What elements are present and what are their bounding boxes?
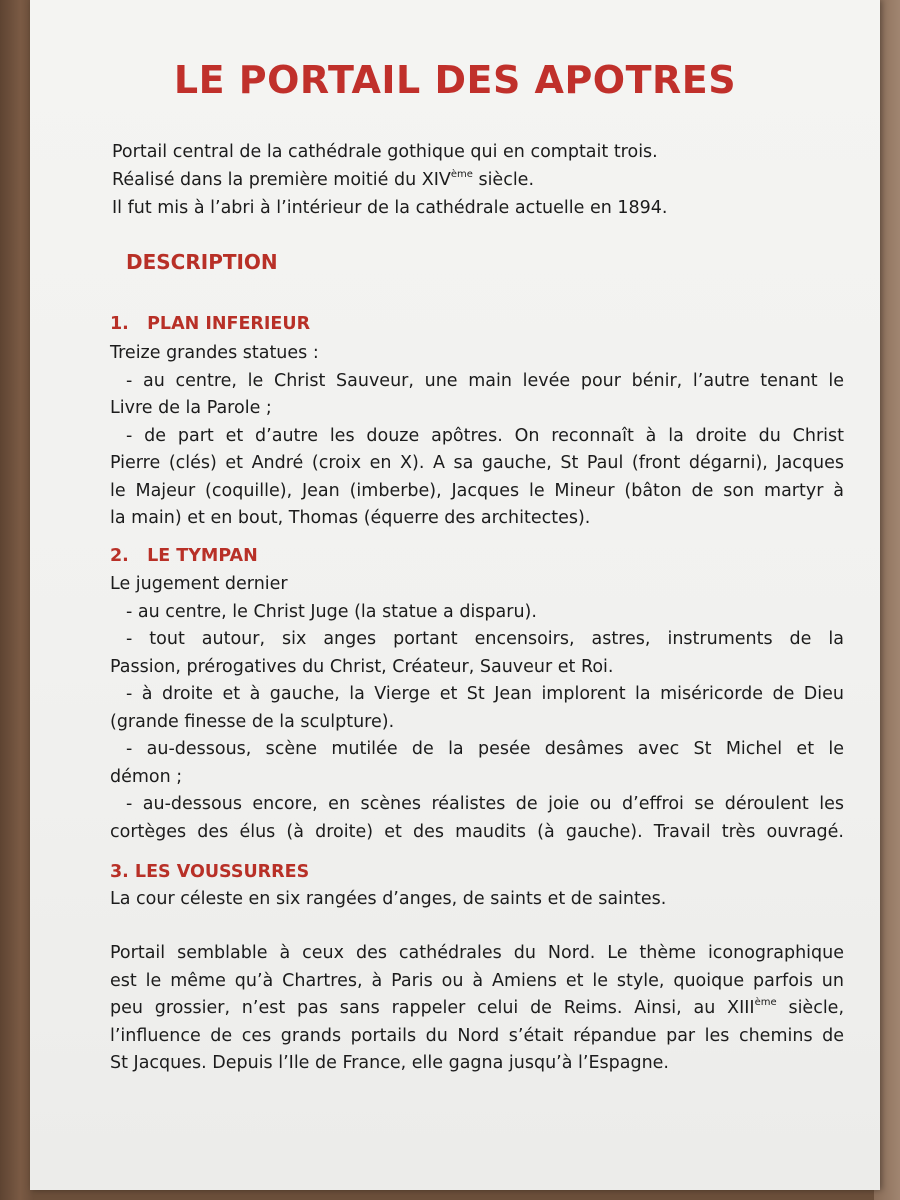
- section-1-line: la main) et en bout, Thomas (équerre des architectes).: [110, 508, 591, 528]
- section-2-line: Passion, prérogatives du Christ, Créateur, Sauveur et Roi.: [110, 656, 614, 677]
- section-1-line: - de part et d’autre les douze apôtres. On reconnaît à la droite du Christ: [126, 425, 844, 446]
- section-2-line: Le jugement dernier: [110, 574, 288, 594]
- closing-line-3-text: peu grossier, n’est pas sans rappeler celui de Reims. Ainsi, au XIII: [110, 998, 755, 1018]
- closing-line-2: est le même qu’à Chartres, à Paris ou à Amiens et le style, quoique parfois un: [110, 970, 844, 991]
- intro-line-2-end: siècle.: [472, 170, 535, 190]
- section-2-heading: 2. LE TYMPAN: [110, 546, 258, 566]
- intro-line-3: Il fut mis à l’abri à l’intérieur de la cathédrale actuelle en 1894.: [112, 198, 668, 218]
- closing-line-1: Portail semblable à ceux des cathédrales du Nord. Le thème iconographique: [110, 943, 844, 963]
- section-2-line: - à droite et à gauche, la Vierge et St Jean implorent la miséricorde de Dieu: [126, 684, 844, 704]
- closing-line-3-end: siècle,: [776, 998, 845, 1018]
- section-1-line: Livre de la Parole ;: [110, 398, 272, 418]
- wall-background-left: [0, 0, 34, 1200]
- section-2-line: démon ;: [110, 766, 183, 787]
- section-2-body: [110, 571, 844, 846]
- intro-line-2-text: Réalisé dans la première moitié du XIV: [112, 170, 451, 190]
- section-1-line: - au centre, le Christ Sauveur, une main levée pour bénir, l’autre tenant le: [126, 370, 844, 391]
- closing-line-4: l’influence de ces grands portails du Nord s’était répandue par les chemins de: [110, 1025, 844, 1046]
- closing-paragraph: [110, 940, 844, 1078]
- section-1-heading: 1. PLAN INFERIEUR: [110, 314, 311, 334]
- intro-line-1: Portail central de la cathédrale gothique qui en comptait trois.: [112, 142, 658, 162]
- section-2-line: cortèges des élus (à droite) et des maudits (à gauche). Travail très ouvragé.: [110, 821, 844, 842]
- section-1-body: [110, 340, 844, 533]
- intro-line-2: [112, 166, 668, 194]
- section-2-line: - au centre, le Christ Juge (la statue a disparu).: [126, 601, 537, 622]
- closing-line-5: St Jacques. Depuis l’Ile de France, elle gagna jusqu’à l’Espagne.: [110, 1053, 669, 1073]
- closing-line-3: [110, 995, 844, 1023]
- paper-sheet: [30, 0, 880, 1190]
- document-title: LE PORTAIL DES APOTRES: [173, 58, 737, 102]
- section-1-line: le Majeur (coquille), Jean (imberbe), Jacques le Mineur (bâton de son martyr à: [110, 480, 844, 501]
- section-3-heading: 3. LES VOUSSURRES: [110, 862, 310, 882]
- section-3-line: La cour céleste en six rangées d’anges, de saints et de saintes.: [110, 889, 667, 909]
- intro-paragraph: [112, 138, 668, 222]
- section-2-line: - tout autour, six anges portant encensoirs, astres, instruments de la: [126, 629, 844, 649]
- intro-superscript: ème: [450, 169, 473, 180]
- section-1-line: Pierre (clés) et André (croix en X). A sa gauche, St Paul (front dégarni), Jacques: [110, 453, 844, 473]
- section-2-line: - au-dessous, scène mutilée de la pesée desâmes avec St Michel et le: [126, 739, 844, 759]
- section-2-line: - au-dessous encore, en scènes réalistes de joie ou d’effroi se déroulent les: [126, 794, 844, 814]
- section-3-body: [110, 886, 844, 914]
- closing-superscript: ème: [754, 997, 777, 1008]
- description-heading: DESCRIPTION: [126, 250, 278, 274]
- section-2-line: (grande finesse de la sculpture).: [110, 711, 395, 732]
- section-1-line: Treize grandes statues :: [110, 343, 319, 363]
